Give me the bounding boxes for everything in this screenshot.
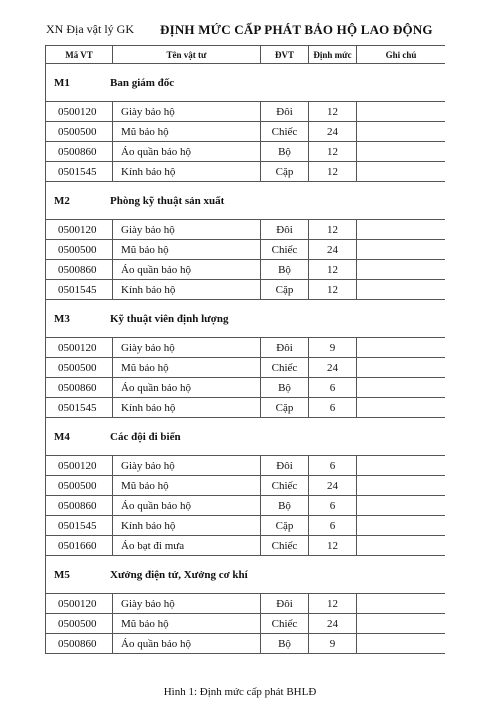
group-row [46,182,446,220]
document-header [0,22,480,42]
table-row [46,122,446,142]
item-unit: Cặp [261,162,309,182]
table-row [46,476,446,496]
item-name: Kính bảo hộ [113,398,261,418]
item-norm: 6 [309,496,357,516]
item-code: 0500120 [46,338,113,358]
item-unit: Bộ [261,378,309,398]
table-row [46,142,446,162]
item-note [357,456,446,476]
item-unit: Chiếc [261,614,309,634]
item-name: Kính bảo hộ [113,516,261,536]
item-unit: Bộ [261,634,309,654]
item-unit: Đôi [261,594,309,614]
column-header-code: Mã VT [46,46,113,64]
table-row [46,338,446,358]
item-code: 0500500 [46,240,113,260]
item-code: 0500500 [46,614,113,634]
item-name: Mũ bảo hộ [113,614,261,634]
group-row [46,418,446,456]
item-norm: 24 [309,358,357,378]
group-cell [46,418,446,456]
table-row [46,280,446,300]
item-norm: 24 [309,614,357,634]
item-code: 0501545 [46,516,113,536]
figure-caption: Hình 1: Định mức cấp phát BHLĐ [163,686,317,698]
item-unit: Đôi [261,338,309,358]
table-row [46,260,446,280]
group-id: M5 [54,568,70,581]
item-norm: 12 [309,102,357,122]
item-unit: Cặp [261,398,309,418]
item-norm: 6 [309,516,357,536]
item-name: Giày bảo hộ [113,102,261,122]
item-note [357,594,446,614]
group-name: Các đội đi biển [110,430,181,443]
item-norm: 12 [309,162,357,182]
item-norm: 6 [309,378,357,398]
table-row [46,162,446,182]
column-header-norm: Định mức [309,46,357,64]
table-row [46,536,446,556]
item-name: Mũ bảo hộ [113,358,261,378]
item-name: Áo bạt đi mưa [113,536,261,556]
item-norm: 12 [309,536,357,556]
group-cell [46,182,446,220]
item-code: 0500120 [46,456,113,476]
item-note [357,516,446,536]
item-note [357,338,446,358]
table-body [46,64,446,654]
item-code: 0500500 [46,122,113,142]
item-note [357,122,446,142]
item-name: Giày bảo hộ [113,338,261,358]
item-code: 0500500 [46,476,113,496]
group-cell [46,64,446,102]
document-title: ĐỊNH MỨC CẤP PHÁT BẢO HỘ LAO ĐỘNG [160,22,433,37]
item-note [357,536,446,556]
table-row [46,496,446,516]
item-note [357,614,446,634]
item-code: 0501545 [46,398,113,418]
item-code: 0500120 [46,102,113,122]
item-unit: Chiếc [261,476,309,496]
item-name: Mũ bảo hộ [113,476,261,496]
item-note [357,260,446,280]
item-code: 0500120 [46,220,113,240]
item-note [357,378,446,398]
group-name: Ban giám đốc [110,76,175,89]
group-row [46,64,446,102]
table-row [46,456,446,476]
item-note [357,240,446,260]
item-unit: Chiếc [261,358,309,378]
item-code: 0500860 [46,142,113,162]
group-cell [46,300,446,338]
group-name: Phòng kỹ thuật sản xuất [110,194,225,207]
item-note [357,142,446,162]
item-unit: Bộ [261,260,309,280]
item-note [357,496,446,516]
table-row [46,240,446,260]
column-header-name: Tên vật tư [113,46,261,64]
item-norm: 24 [309,476,357,496]
item-name: Giày bảo hộ [113,220,261,240]
item-code: 0501545 [46,280,113,300]
item-note [357,398,446,418]
item-norm: 9 [309,338,357,358]
item-note [357,102,446,122]
table-row [46,614,446,634]
item-note [357,162,446,182]
item-note [357,220,446,240]
item-note [357,280,446,300]
item-norm: 24 [309,122,357,142]
table-header-row [46,46,446,64]
item-norm: 24 [309,240,357,260]
item-unit: Đôi [261,456,309,476]
table-row [46,594,446,614]
norm-table [45,45,445,654]
item-code: 0500860 [46,260,113,280]
table-row [46,378,446,398]
item-unit: Đôi [261,220,309,240]
group-id: M4 [54,430,70,443]
group-id: M3 [54,312,70,325]
group-name: Xưởng điện tử, Xưởng cơ khí [110,568,248,581]
item-code: 0501545 [46,162,113,182]
group-cell [46,556,446,594]
column-header-note: Ghi chú [357,46,446,64]
item-note [357,476,446,496]
item-unit: Cặp [261,280,309,300]
item-norm: 12 [309,280,357,300]
item-unit: Chiếc [261,240,309,260]
table-row [46,220,446,240]
table-row [46,398,446,418]
item-unit: Cặp [261,516,309,536]
item-name: Giày bảo hộ [113,456,261,476]
item-norm: 6 [309,456,357,476]
item-code: 0500860 [46,634,113,654]
item-unit: Chiếc [261,122,309,142]
group-name: Kỹ thuật viên định lượng [110,312,229,325]
item-name: Mũ bảo hộ [113,122,261,142]
item-unit: Chiếc [261,536,309,556]
group-id: M1 [54,76,70,89]
item-name: Áo quần bảo hộ [113,142,261,162]
item-code: 0500860 [46,378,113,398]
item-name: Mũ bảo hộ [113,240,261,260]
item-name: Kính bảo hộ [113,162,261,182]
group-id: M2 [54,194,70,207]
item-norm: 12 [309,220,357,240]
item-name: Áo quần bảo hộ [113,634,261,654]
item-name: Áo quần bảo hộ [113,378,261,398]
item-code: 0501660 [46,536,113,556]
column-header-unit: ĐVT [261,46,309,64]
group-row [46,556,446,594]
item-unit: Bộ [261,496,309,516]
item-norm: 12 [309,142,357,162]
item-name: Áo quần bảo hộ [113,260,261,280]
norm-table-container [45,45,445,665]
item-name: Giày bảo hộ [113,594,261,614]
table-row [46,516,446,536]
organization-name: XN Địa vật lý GK [46,22,134,36]
table-row [46,102,446,122]
item-norm: 12 [309,260,357,280]
item-code: 0500500 [46,358,113,378]
table-row [46,634,446,654]
item-norm: 6 [309,398,357,418]
item-name: Áo quần bảo hộ [113,496,261,516]
item-note [357,634,446,654]
item-name: Kính bảo hộ [113,280,261,300]
item-unit: Bộ [261,142,309,162]
item-note [357,358,446,378]
group-row [46,300,446,338]
table-row [46,358,446,378]
item-code: 0500860 [46,496,113,516]
item-code: 0500120 [46,594,113,614]
item-norm: 9 [309,634,357,654]
item-unit: Đôi [261,102,309,122]
item-norm: 12 [309,594,357,614]
